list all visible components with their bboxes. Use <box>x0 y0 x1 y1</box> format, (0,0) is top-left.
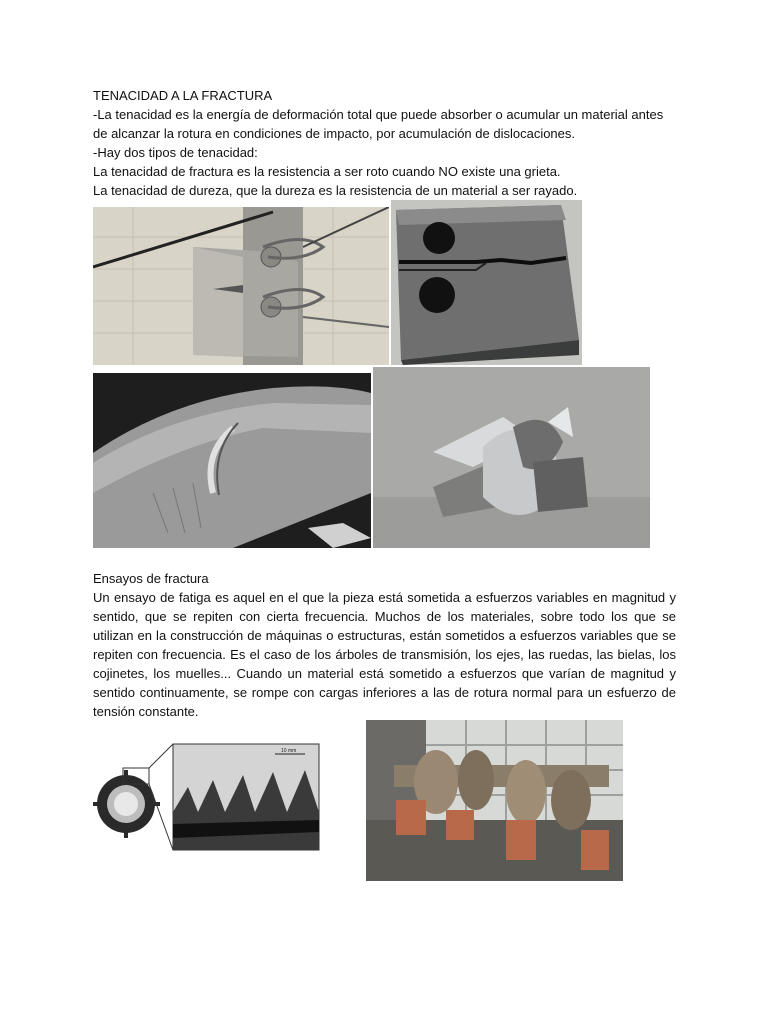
scale-bar-label: 10 mm <box>281 748 297 754</box>
fatigue-test-paragraph: Un ensayo de fatiga es aquel en el que la pieza está sometida a esfuerzos variables en magnitud y sentido, que se repiten con cierta frecuencia. Muchos de los materiales, sobre todo los que se utilizan en la construcción de máquinas o estructuras, están sometidos a esfuerzos variables que se repiten con frecuencia. Es el caso de los árboles de transmisión, los ejes, las ruedas, las bielas, los cojinetes, los muelles... Cuando un material está sometido a esfuerzos que varían de magnitud y sentido continuamente, se rompe con cargas inferiores a las de rotura normal para un esfuerzo de tensión constante. <box>93 590 676 719</box>
specimen-clamp-photo <box>93 207 389 365</box>
hardness-toughness-text: La tenacidad de dureza, que la dureza es la resistencia de un material a ser rayado. <box>93 183 578 198</box>
toughness-definition: -La tenacidad es la energía de deformación total que puede absorber o acumular un material antes de alcanzar la rotura en condiciones de impacto, por acumulación de dislocaciones. <box>93 107 664 141</box>
cracked-block-photo <box>391 200 582 365</box>
section-heading-toughness: TENACIDAD A LA FRACTURA <box>93 88 273 103</box>
gear-fatigue-photo <box>93 742 321 852</box>
fracture-surface-photo <box>93 373 371 548</box>
fracture-tests-section <box>93 569 676 721</box>
toughness-types-intro: -Hay dos tipos de tenacidad: <box>93 145 258 160</box>
crankshaft-photo <box>366 720 623 881</box>
section-heading-fracture-tests: Ensayos de fractura <box>93 571 209 586</box>
fracture-toughness-text: La tenacidad de fractura es la resistencia a ser roto cuando NO existe una grieta. <box>93 164 561 179</box>
twisted-bars-photo <box>373 367 650 548</box>
toughness-section <box>93 86 676 200</box>
